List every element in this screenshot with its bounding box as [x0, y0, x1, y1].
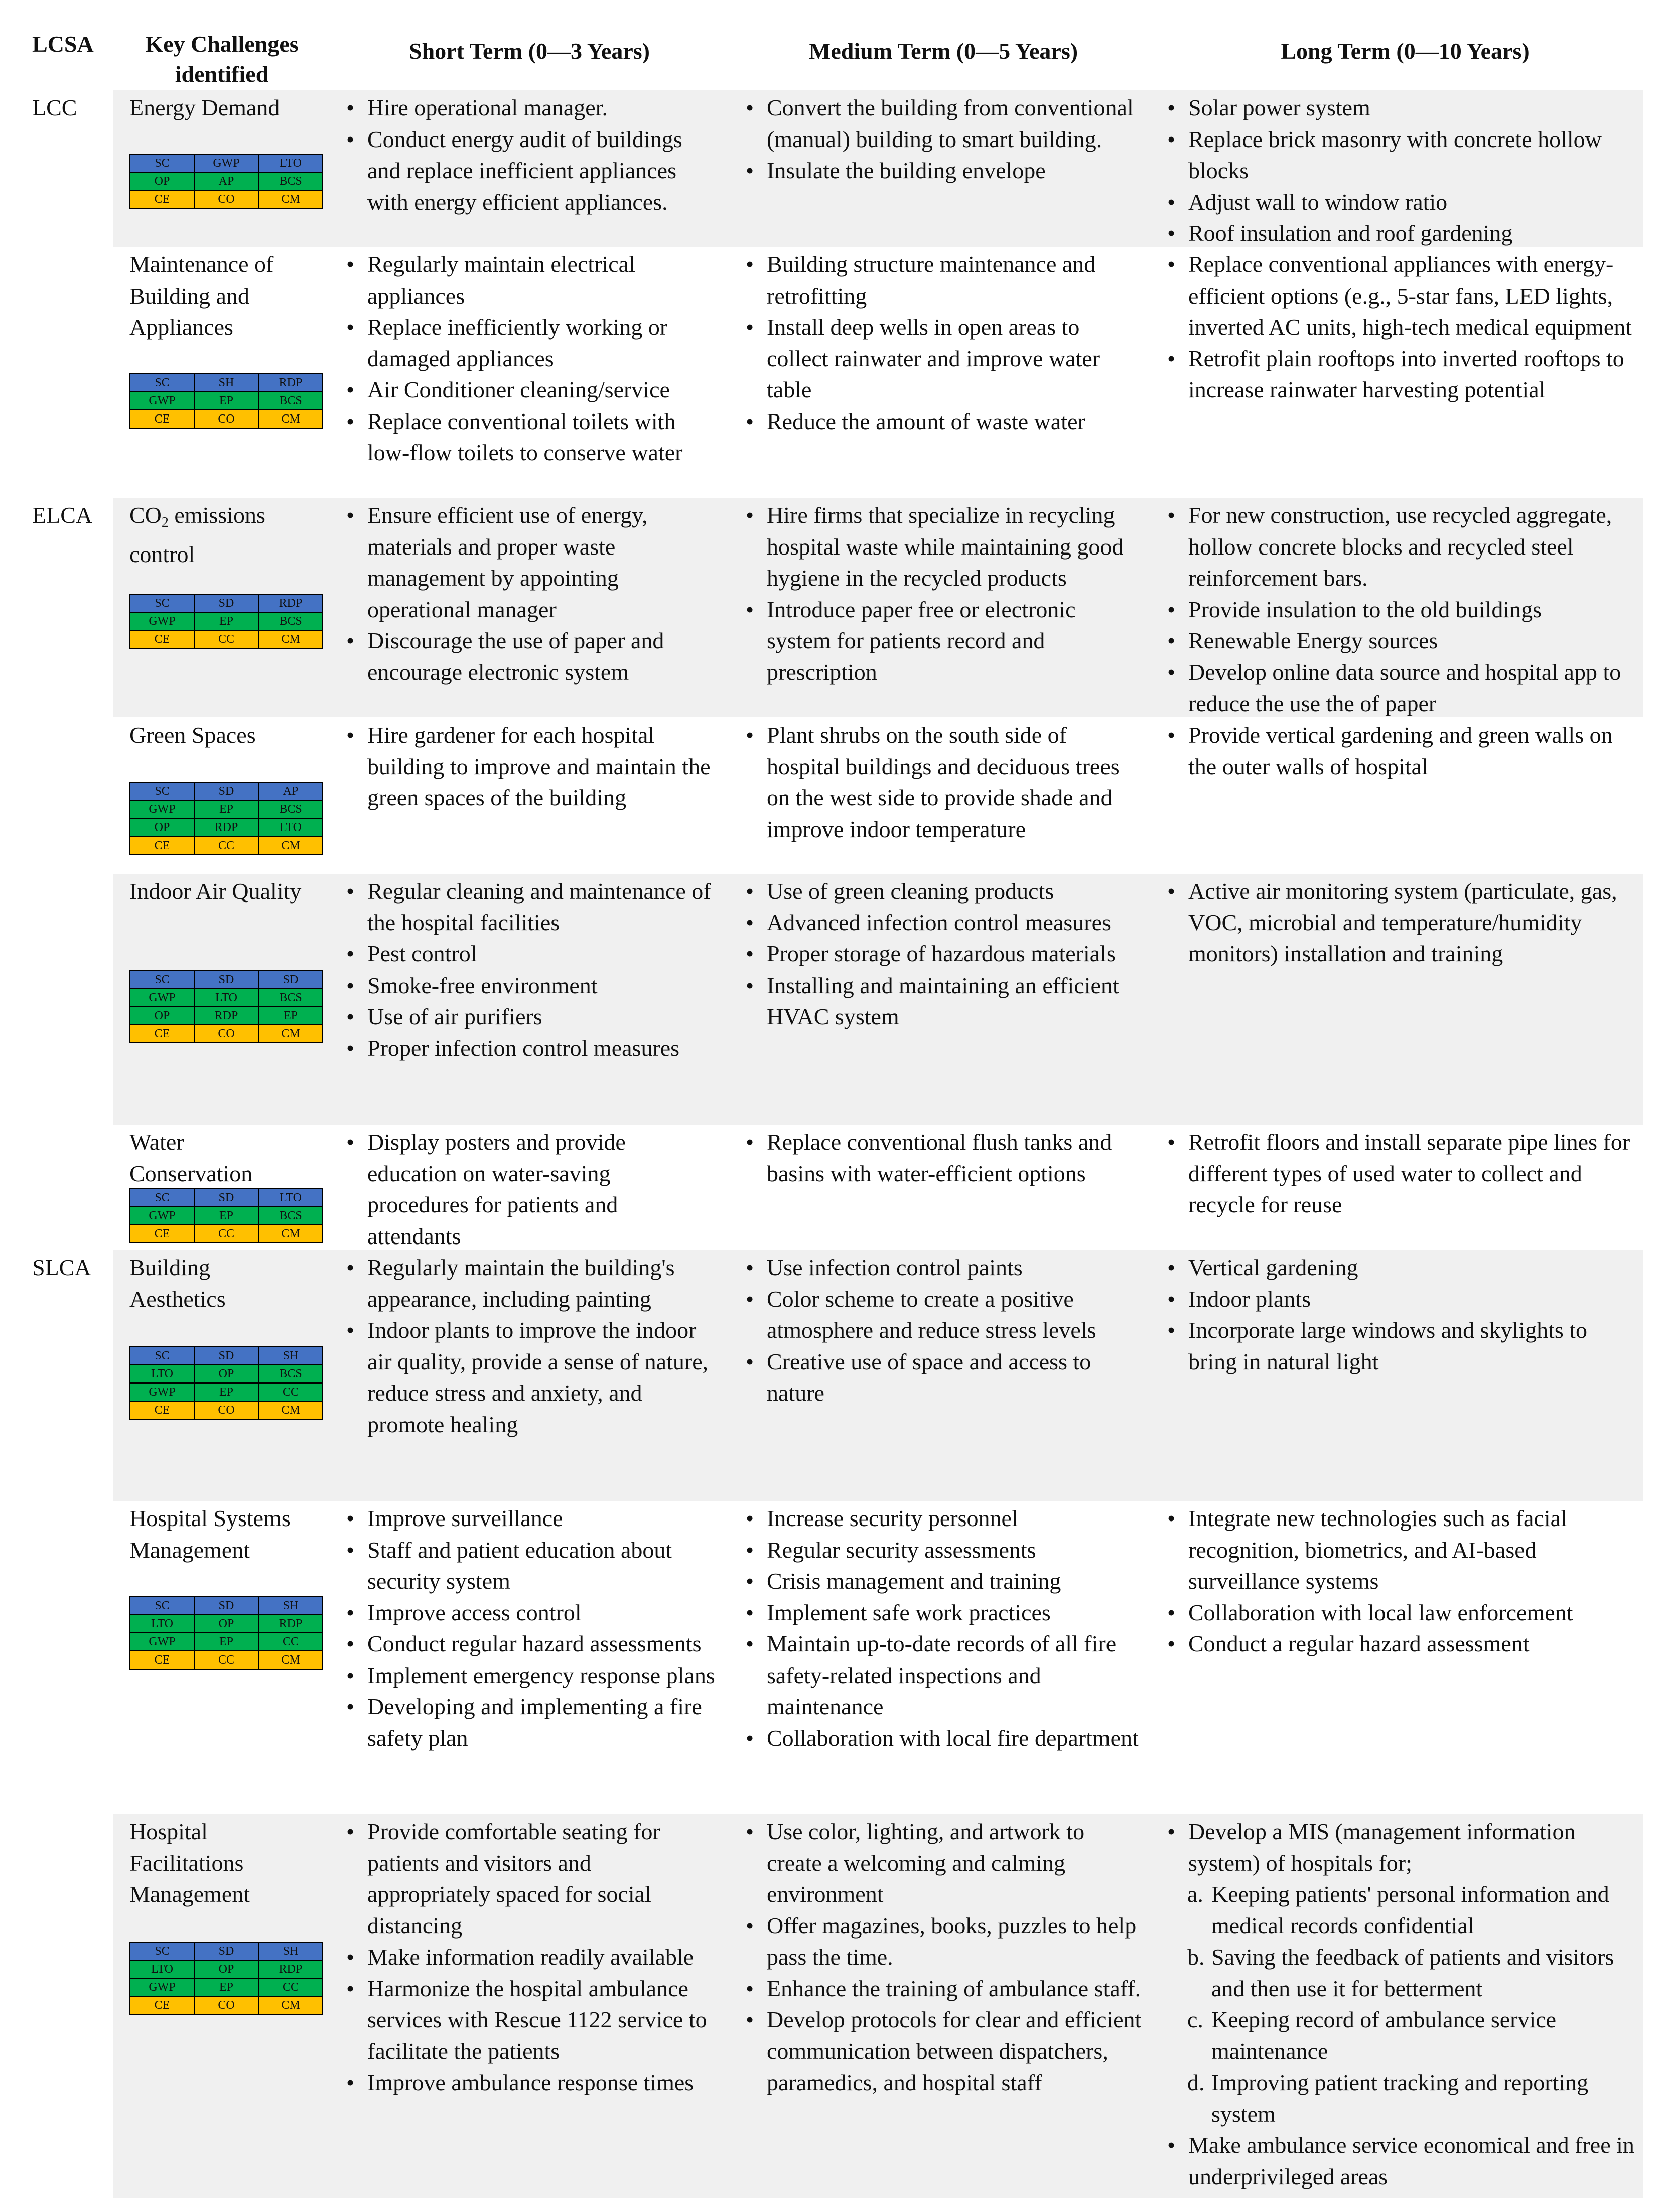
indicator-cell: SC [130, 1347, 194, 1365]
indicator-cell: SD [258, 971, 323, 989]
indicator-cell: CO [194, 1401, 258, 1419]
indicator-legend [129, 1596, 323, 1670]
indicator-cell: RDP [194, 1007, 258, 1025]
indicator-cell: SD [194, 1942, 258, 1960]
indicator-cell: EP [258, 1007, 323, 1025]
indicator-cell: RDP [258, 374, 323, 392]
indicator-cell: SC [130, 154, 194, 172]
indicator-cell: CM [258, 190, 323, 208]
indicator-cell: OP [194, 1960, 258, 1978]
indicator-cell: EP [194, 1207, 258, 1225]
indicator-cell: SC [130, 1189, 194, 1207]
challenge-name: Hospital Facilitations Management [129, 1819, 250, 1907]
list-item: • Vertical gardening [1165, 1252, 1637, 1284]
indicator-cell: CM [258, 1401, 323, 1419]
list-item: • Hire operational manager. [344, 92, 716, 124]
short-term-list [344, 720, 716, 814]
list-item: • Implement safe work practices [744, 1597, 1145, 1629]
indicator-cell: LTO [194, 989, 258, 1007]
indicator-legend [129, 373, 323, 429]
indicator-cell: CC [258, 1383, 323, 1401]
list-item: • Staff and patient education about security system [344, 1535, 716, 1597]
list-item: • Increase security personnel [744, 1503, 1145, 1535]
indicator-cell: SC [130, 374, 194, 392]
indicator-cell: OP [194, 1365, 258, 1383]
indicator-cell: SH [258, 1942, 323, 1960]
short-term-list [344, 500, 716, 688]
list-item: • Solar power system [1165, 92, 1637, 124]
indicator-cell: AP [194, 172, 258, 190]
indicator-cell: EP [194, 612, 258, 630]
list-item: • Improve surveillance [344, 1503, 716, 1535]
challenge-name: Building Aesthetics [129, 1255, 226, 1312]
medium-term-list [744, 1252, 1145, 1409]
indicator-cell: GWP [130, 800, 194, 818]
indicator-cell: CE [130, 1401, 194, 1419]
indicator-cell: BCS [258, 989, 323, 1007]
long-term-item: • Develop a MIS (management information system) of hospitals for; [1165, 1816, 1637, 1879]
long-term-list [1165, 92, 1637, 249]
indicator-cell: LTO [130, 1960, 194, 1978]
header-long-term: Long Term (0—10 Years) [1281, 38, 1530, 64]
list-item: • Retrofit plain rooftops into inverted rooftops to increase rainwater harvesting potential [1165, 343, 1637, 406]
list-item: • Replace conventional toilets with low-flow toilets to conserve water [344, 406, 716, 469]
list-item: • Indoor plants to improve the indoor air quality, provide a sense of nature, reduce stress and anxiety, and promote healing [344, 1315, 716, 1440]
list-item: • Smoke-free environment [344, 970, 716, 1002]
indicator-cell: BCS [258, 172, 323, 190]
list-item: • Display posters and provide education on water-saving procedures for patients and attendants [344, 1127, 716, 1252]
indicator-cell: LTO [130, 1615, 194, 1633]
indicator-cell: LTO [130, 1365, 194, 1383]
medium-term-list [744, 249, 1145, 437]
indicator-cell: CE [130, 190, 194, 208]
long-term-list [1165, 1252, 1637, 1377]
indicator-cell: BCS [258, 1365, 323, 1383]
list-item: • Replace conventional flush tanks and basins with water-efficient options [744, 1127, 1145, 1189]
list-item: • Collaboration with local law enforcement [1165, 1597, 1637, 1629]
indicator-legend [129, 594, 323, 649]
list-item: • Use infection control paints [744, 1252, 1145, 1284]
challenge-name: Hospital Systems Management [129, 1505, 291, 1563]
indicator-cell: CE [130, 410, 194, 428]
indicator-cell: LTO [258, 818, 323, 837]
indicator-cell: SH [258, 1597, 323, 1615]
list-item: • Make information readily available [344, 1942, 716, 1973]
list-item: • Collaboration with local fire department [744, 1723, 1145, 1754]
list-item: • For new construction, use recycled aggregate, hollow concrete blocks and recycled steel reinforcement bars. [1165, 500, 1637, 594]
list-item: • Color scheme to create a positive atmosphere and reduce stress levels [744, 1284, 1145, 1346]
list-item: • Offer magazines, books, puzzles to help pass the time. [744, 1910, 1145, 1973]
header-lcsa: LCSA [32, 31, 94, 57]
list-item: • Roof insulation and roof gardening [1165, 218, 1637, 249]
indicator-cell: BCS [258, 800, 323, 818]
list-item: • Air Conditioner cleaning/service [344, 374, 716, 406]
medium-term-list [744, 1816, 1145, 2099]
indicator-cell: SD [194, 1189, 258, 1207]
category-elca: ELCA [32, 502, 93, 528]
indicator-cell: SH [194, 374, 258, 392]
list-item: • Develop online data source and hospital app to reduce the use the of paper [1165, 657, 1637, 720]
indicator-cell: SD [194, 782, 258, 800]
long-term-subitem: b. Saving the feedback of patients and visitors and then use it for betterment [1187, 1944, 1614, 2001]
indicator-cell: CE [130, 1025, 194, 1043]
list-item: • Proper storage of hazardous materials [744, 938, 1145, 970]
indicator-legend [129, 1942, 323, 2015]
indicator-cell: EP [194, 392, 258, 410]
list-item: • Introduce paper free or electronic system for patients record and prescription [744, 594, 1145, 688]
indicator-cell: GWP [130, 1207, 194, 1225]
indicator-cell: GWP [130, 989, 194, 1007]
indicator-cell: CM [258, 1651, 323, 1669]
indicator-cell: SD [194, 1347, 258, 1365]
list-item: • Use color, lighting, and artwork to create a welcoming and calming environment [744, 1816, 1145, 1910]
list-item: • Developing and implementing a fire safety plan [344, 1691, 716, 1754]
list-item: • Crisis management and training [744, 1566, 1145, 1597]
indicator-cell: OP [130, 818, 194, 837]
indicator-cell: SC [130, 1597, 194, 1615]
list-item: • Harmonize the hospital ambulance services with Rescue 1122 service to facilitate the patients [344, 1973, 716, 2067]
indicator-legend [129, 1188, 323, 1243]
indicator-cell: RDP [258, 1960, 323, 1978]
indicator-cell: RDP [194, 818, 258, 837]
indicator-cell: EP [194, 1633, 258, 1651]
indicator-cell: SC [130, 782, 194, 800]
list-item: • Hire firms that specialize in recycling hospital waste while maintaining good hygiene in the recycled products [744, 500, 1145, 594]
long-term-list [1165, 876, 1637, 970]
indicator-cell: SD [194, 971, 258, 989]
indicator-cell: OP [194, 1615, 258, 1633]
short-term-list [344, 1127, 716, 1252]
short-term-list [344, 249, 716, 469]
list-item: • Improve ambulance response times [344, 2067, 716, 2099]
indicator-cell: BCS [258, 612, 323, 630]
list-item: • Regularly maintain electrical appliances [344, 249, 716, 312]
medium-term-list [744, 1127, 1145, 1189]
indicator-cell: EP [194, 800, 258, 818]
challenge-name: Green Spaces [129, 722, 256, 748]
list-item: • Pest control [344, 938, 716, 970]
long-term-subitem: a. Keeping patients' personal information and medical records confidential [1187, 1881, 1609, 1939]
indicator-cell: CC [194, 1651, 258, 1669]
long-term-list [1165, 720, 1637, 782]
list-item: • Replace brick masonry with concrete hollow blocks [1165, 124, 1637, 187]
list-item: • Provide vertical gardening and green walls on the outer walls of hospital [1165, 720, 1637, 782]
indicator-cell: RDP [258, 594, 323, 612]
short-term-list [344, 876, 716, 1064]
indicator-cell: SD [194, 594, 258, 612]
indicator-cell: CM [258, 1025, 323, 1043]
list-item: • Advanced infection control measures [744, 907, 1145, 939]
indicator-legend [129, 970, 323, 1043]
short-term-list [344, 1503, 716, 1754]
list-item: • Conduct regular hazard assessments [344, 1628, 716, 1660]
indicator-cell: LTO [258, 1189, 323, 1207]
list-item: • Regular cleaning and maintenance of the hospital facilities [344, 876, 716, 938]
header-medium-term: Medium Term (0—5 Years) [808, 38, 1078, 64]
list-item: • Reduce the amount of waste water [744, 406, 1145, 438]
indicator-cell: CE [130, 837, 194, 855]
header-short-term: Short Term (0—3 Years) [409, 38, 650, 64]
long-term-list [1165, 249, 1637, 406]
list-item: • Improve access control [344, 1597, 716, 1629]
list-item: • Proper infection control measures [344, 1033, 716, 1064]
list-item: • Ensure efficient use of energy, materials and proper waste management by appointing operational manager [344, 500, 716, 625]
indicator-cell: CO [194, 410, 258, 428]
list-item: • Develop protocols for clear and efficient communication between dispatchers, paramedics, and hospital staff [744, 2004, 1145, 2099]
list-item: • Conduct energy audit of buildings and replace inefficient appliances with energy efficient appliances. [344, 124, 716, 218]
indicator-cell: CM [258, 630, 323, 648]
list-item: • Creative use of space and access to nature [744, 1346, 1145, 1409]
indicator-cell: CM [258, 1225, 323, 1243]
indicator-cell: SC [130, 594, 194, 612]
indicator-legend [129, 782, 323, 855]
challenge-name: Maintenance of Building and Appliances [129, 251, 274, 340]
indicator-cell: CC [194, 630, 258, 648]
list-item: • Insulate the building envelope [744, 155, 1145, 187]
medium-term-list [744, 720, 1145, 845]
indicator-cell: CE [130, 1651, 194, 1669]
indicator-cell: CC [258, 1978, 323, 1996]
medium-term-list [744, 1503, 1145, 1754]
long-term-subitem: d. Improving patient tracking and reporting system [1187, 2069, 1589, 2127]
list-item: • Regular security assessments [744, 1535, 1145, 1566]
category-lcc: LCC [32, 95, 77, 120]
long-term-list [1165, 500, 1637, 720]
list-item: • Plant shrubs on the south side of hospital buildings and deciduous trees on the west side to provide shade and improve indoor temperature [744, 720, 1145, 845]
list-item: • Use of air purifiers [344, 1001, 716, 1033]
short-term-list [344, 92, 716, 218]
indicator-cell: CO [194, 190, 258, 208]
header-key-challenges: Key Challenges identified [145, 31, 299, 87]
long-term-list [1165, 1503, 1637, 1660]
short-term-list [344, 1816, 716, 2099]
list-item: • Replace inefficiently working or damaged appliances [344, 312, 716, 374]
list-item: • Implement emergency response plans [344, 1660, 716, 1692]
short-term-list [344, 1252, 716, 1440]
indicator-cell: SC [130, 971, 194, 989]
indicator-cell: CO [194, 1996, 258, 2014]
indicator-cell: EP [194, 1383, 258, 1401]
long-term-item: • Make ambulance service economical and free in underprivileged areas [1165, 2130, 1637, 2192]
indicator-legend [129, 1346, 323, 1420]
medium-term-list [744, 500, 1145, 688]
indicator-cell: CM [258, 837, 323, 855]
list-item: • Conduct a regular hazard assessment [1165, 1628, 1637, 1660]
list-item: • Enhance the training of ambulance staff. [744, 1973, 1145, 2005]
indicator-cell: SD [194, 1597, 258, 1615]
list-item: • Retrofit floors and install separate pipe lines for different types of used water to collect and recycle for reuse [1165, 1127, 1637, 1221]
indicator-cell: CM [258, 410, 323, 428]
list-item: • Installing and maintaining an efficient HVAC system [744, 970, 1145, 1033]
indicator-cell: GWP [194, 154, 258, 172]
indicator-cell: CO [194, 1025, 258, 1043]
list-item: • Discourage the use of paper and encourage electronic system [344, 625, 716, 688]
indicator-cell: LTO [258, 154, 323, 172]
long-term-list [1165, 1816, 1637, 2192]
list-item: • Use of green cleaning products [744, 876, 1145, 907]
long-term-list [1165, 1127, 1637, 1221]
indicator-legend [129, 154, 323, 209]
indicator-cell: CC [258, 1633, 323, 1651]
challenge-name: Energy Demand [129, 95, 280, 120]
indicator-cell: CC [194, 837, 258, 855]
list-item: • Indoor plants [1165, 1284, 1637, 1315]
list-item: • Renewable Energy sources [1165, 625, 1637, 657]
indicator-cell: GWP [130, 1383, 194, 1401]
medium-term-list [744, 876, 1145, 1033]
category-slca: SLCA [32, 1255, 91, 1280]
indicator-cell: EP [194, 1978, 258, 1996]
indicator-cell: CM [258, 1996, 323, 2014]
indicator-cell: OP [130, 1007, 194, 1025]
indicator-cell: CE [130, 630, 194, 648]
list-item: • Incorporate large windows and skylights to bring in natural light [1165, 1315, 1637, 1377]
list-item: • Regularly maintain the building's appearance, including painting [344, 1252, 716, 1315]
list-item: • Active air monitoring system (particulate, gas, VOC, microbial and temperature/humidity monitors) installation and training [1165, 876, 1637, 970]
list-item: • Provide insulation to the old buildings [1165, 594, 1637, 626]
list-item: • Building structure maintenance and retrofitting [744, 249, 1145, 312]
list-item: • Install deep wells in open areas to collect rainwater and improve water table [744, 312, 1145, 406]
indicator-cell: RDP [258, 1615, 323, 1633]
indicator-cell: CC [194, 1225, 258, 1243]
list-item: • Maintain up-to-date records of all fire safety-related inspections and maintenance [744, 1628, 1145, 1723]
list-item: • Adjust wall to window ratio [1165, 187, 1637, 218]
indicator-cell: GWP [130, 1633, 194, 1651]
list-item: • Hire gardener for each hospital building to improve and maintain the green spaces of the building [344, 720, 716, 814]
indicator-cell: CE [130, 1225, 194, 1243]
long-term-subitem: c. Keeping record of ambulance service maintenance [1187, 2007, 1557, 2064]
list-item: • Provide comfortable seating for patients and visitors and appropriately spaced for social distancing [344, 1816, 716, 1942]
list-item: • Convert the building from conventional (manual) building to smart building. [744, 92, 1145, 155]
indicator-cell: AP [258, 782, 323, 800]
indicator-cell: CE [130, 1996, 194, 2014]
challenge-name: CO2 emissions control [129, 502, 265, 567]
indicator-cell: BCS [258, 392, 323, 410]
indicator-cell: GWP [130, 392, 194, 410]
challenge-name: Indoor Air Quality [129, 878, 302, 904]
indicator-cell: GWP [130, 612, 194, 630]
challenge-name: Water Conservation [129, 1129, 253, 1186]
list-item: • Integrate new technologies such as facial recognition, biometrics, and AI-based surveillance systems [1165, 1503, 1637, 1597]
indicator-cell: OP [130, 172, 194, 190]
indicator-cell: GWP [130, 1978, 194, 1996]
list-item: • Replace conventional appliances with energy-efficient options (e.g., 5-star fans, LED lights, inverted AC units, high-tech medical equipment [1165, 249, 1637, 343]
indicator-cell: SH [258, 1347, 323, 1365]
indicator-cell: SC [130, 1942, 194, 1960]
medium-term-list [744, 92, 1145, 187]
indicator-cell: BCS [258, 1207, 323, 1225]
